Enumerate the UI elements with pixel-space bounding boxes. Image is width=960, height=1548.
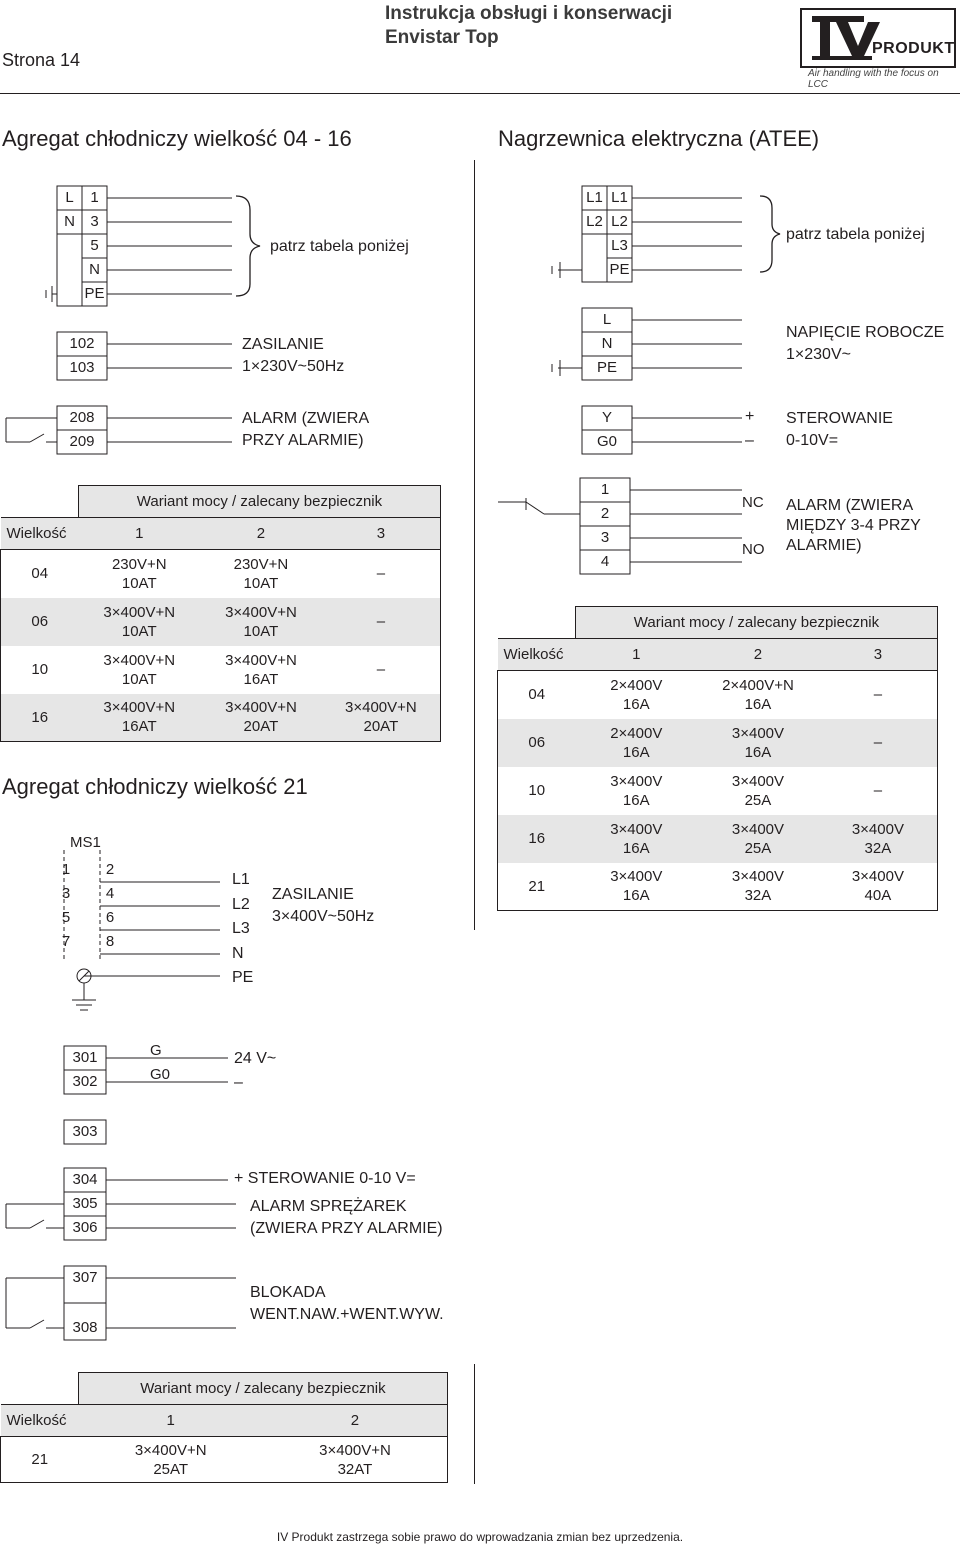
terminal-label: 2 <box>600 505 610 522</box>
zasilanie-400-line2: 3×400V~50Hz <box>272 908 375 925</box>
document-title <box>385 2 672 50</box>
cell-line: 3×400V+N <box>319 1441 391 1459</box>
terminal-label: L2 <box>611 213 628 230</box>
cell-line: 3×400V <box>731 772 785 790</box>
document-title-line1: Instrukcja obsługi i konserwacji <box>385 3 673 24</box>
table-row <box>1 694 441 742</box>
terminals-208-209 <box>57 406 107 454</box>
terminal-label: PE <box>596 359 617 376</box>
sterowanie-line1: STEROWANIE <box>786 410 893 427</box>
phase-label: L3 <box>232 920 250 937</box>
terminals-301-302 <box>64 1046 106 1094</box>
phase-label: PE <box>232 969 254 986</box>
section-title-agregat-21: Agregat chłodniczy wielkość 21 <box>2 774 308 799</box>
table-row <box>498 863 938 911</box>
terminal-label: L <box>602 311 612 328</box>
terminal-label: L <box>65 189 74 206</box>
cell-line: 16A <box>744 695 772 713</box>
cell-line: 3×400V <box>851 868 904 886</box>
section-title-nagrzewnica: Nagrzewnica elektryczna (ATEE) <box>498 126 820 151</box>
terminal-label: N <box>89 261 100 278</box>
cell-line: 20AT <box>363 718 399 736</box>
napiecie-line2: 1×230V~ <box>786 346 851 363</box>
table2-header: Wariant mocy / zalecany bezpiecznik <box>575 607 937 639</box>
cell-line: 3×400V <box>731 820 785 838</box>
cell-line: 40A <box>864 887 892 905</box>
table1-header: Wariant mocy / zalecany bezpiecznik <box>78 486 440 518</box>
zasilanie-line2: 1×230V~50Hz <box>242 358 345 375</box>
blokada-line2: WENT.NAW.+WENT.WYW. <box>250 1306 444 1323</box>
g0-label: G0 <box>150 1066 171 1083</box>
power-table-21 <box>0 1372 448 1483</box>
table-row <box>1 1437 448 1483</box>
footer-disclaimer: IV Produkt zastrzega sobie prawo do wprowadzania zmian bez uprzedzenia. <box>276 1530 684 1544</box>
table3-col-label: Wielkość <box>6 1412 67 1429</box>
cell-line: 3×400V <box>610 820 663 838</box>
cell-line: 3×400V <box>610 868 663 886</box>
table2-size: 04 <box>498 671 576 719</box>
cell-line: 32A <box>744 887 772 905</box>
terminal-label: N <box>64 213 75 230</box>
table1-col-label: Wielkość <box>6 525 67 542</box>
zasilanie-400-line1: ZASILANIE <box>272 886 354 903</box>
cell-line: 16A <box>622 887 650 905</box>
cell-line: 10AT <box>243 622 279 640</box>
table3-size: 21 <box>1 1437 79 1483</box>
table2-size: 10 <box>498 767 576 815</box>
no-label: NO <box>742 541 765 558</box>
terminal-label: 1 <box>61 861 71 878</box>
terminal-label: 103 <box>69 359 95 376</box>
power-table-04-16 <box>0 485 441 742</box>
terminal-col-left-a <box>57 186 82 234</box>
cell-line: 2×400V <box>610 676 663 694</box>
section-title-agregat-04-16: Agregat chłodniczy wielkość 04 - 16 <box>2 126 352 151</box>
cell-line: – <box>376 661 386 678</box>
page-number: Strona 14 <box>2 50 81 70</box>
terminals-102-103 <box>57 332 107 380</box>
relay-terminals <box>580 478 630 574</box>
terminal-label: 5 <box>90 237 99 254</box>
terminal-label: L2 <box>586 213 603 230</box>
terminal-label: L3 <box>611 237 628 254</box>
phase-label: L2 <box>232 895 250 913</box>
cell-line: 32AT <box>337 1460 373 1478</box>
iv-produkt-logo <box>800 8 956 68</box>
terminal-label: 3 <box>600 529 610 546</box>
terminal-label: 102 <box>69 335 95 352</box>
table1-col: 3 <box>322 518 441 550</box>
cell-line: 3×400V+N <box>103 651 176 669</box>
terminal-col-right-a <box>82 186 107 306</box>
zasilanie-400-label <box>272 884 374 928</box>
table3-header: Wariant mocy / zalecany bezpiecznik <box>78 1373 447 1405</box>
table1-size: 06 <box>1 598 79 646</box>
document-title-line2: Envistar Top <box>385 27 499 48</box>
terminal-label: 208 <box>69 409 95 426</box>
terminal-label: 5 <box>61 909 71 926</box>
atee-terminal-col-right <box>607 186 632 282</box>
table-row <box>1 646 441 694</box>
terminal-label: 306 <box>72 1219 98 1236</box>
cell-line: 3×400V+N <box>345 699 417 717</box>
v24-label: 24 V~ <box>234 1050 277 1067</box>
cell-line: – <box>873 782 883 799</box>
phase-labels <box>232 868 253 991</box>
cell-line: 25A <box>744 791 772 809</box>
terminal-label: PE <box>84 285 105 302</box>
table2-size: 16 <box>498 815 576 863</box>
terminal-label: L1 <box>611 189 628 206</box>
table2-size: 06 <box>498 719 576 767</box>
table2-col-label: Wielkość <box>503 646 564 663</box>
cell-line: 25A <box>744 839 772 857</box>
terminal-label: 3 <box>61 885 71 902</box>
terminal-label: 305 <box>72 1195 98 1212</box>
cell-line: – <box>376 565 386 583</box>
cell-line: 3×400V <box>731 724 785 742</box>
plus-sign: + <box>745 408 755 425</box>
relay-alarm-line2: MIĘDZY 3-4 PRZY <box>786 517 921 534</box>
terminal-label: 304 <box>72 1171 98 1188</box>
sterowanie-label <box>786 408 893 452</box>
terminal-label: 1 <box>90 189 99 206</box>
cell-line: 230V+N <box>111 555 167 573</box>
terminal-label: 209 <box>69 433 95 450</box>
blokada-label <box>250 1282 444 1326</box>
terminal-label: Y <box>601 409 612 426</box>
alarm-sprezarek-line1: ALARM SPRĘŻAREK <box>250 1198 407 1215</box>
napiecie-label <box>786 322 944 366</box>
alarm-sprezarek-label <box>250 1196 443 1240</box>
table2-col: 2 <box>753 646 763 663</box>
table3-col: 2 <box>263 1405 448 1437</box>
sterowanie-0-10-label: + STEROWANIE 0-10 V= <box>234 1170 416 1187</box>
terminal-label: 8 <box>105 933 115 950</box>
zasilanie-line1: ZASILANIE <box>242 336 324 353</box>
terminal-label: 4 <box>105 885 115 902</box>
terminal-303 <box>64 1120 106 1144</box>
terminal-label: 1 <box>600 481 610 498</box>
cell-line: 16A <box>622 695 650 713</box>
minus-sign: – <box>745 432 754 449</box>
napiecie-line1: NAPIĘCIE ROBOCZE <box>786 324 945 341</box>
relay-alarm-label <box>786 496 921 556</box>
atee-terminal-col-left <box>582 186 607 234</box>
cell-line: 230V+N <box>233 555 289 573</box>
alarm-label <box>242 408 369 452</box>
terminal-label: PE <box>609 261 630 278</box>
terminal-label: 307 <box>72 1269 98 1286</box>
terminal-label: 302 <box>72 1073 98 1090</box>
alarm-sprezarek-line2: (ZWIERA PRZY ALARMIE) <box>250 1220 443 1237</box>
cell-line: – <box>376 613 386 630</box>
table-row <box>498 719 938 767</box>
ms1-right-terminals <box>100 858 120 954</box>
phase-label: L1 <box>232 871 250 888</box>
terminal-label: 4 <box>600 553 610 570</box>
alarm-line2: PRZY ALARMIE) <box>242 432 364 449</box>
terminal-label: 2 <box>105 861 115 878</box>
cell-line: 16A <box>622 743 650 761</box>
table1-size: 16 <box>1 694 79 742</box>
ms1-label: MS1 <box>70 834 101 851</box>
atee-terminals-lnpe <box>582 308 632 380</box>
terminal-308 <box>64 1316 106 1340</box>
table1-col: 2 <box>256 525 266 542</box>
cell-line: 3×400V <box>851 820 904 838</box>
terminal-label: 3 <box>90 213 99 230</box>
cell-line: 25AT <box>153 1460 189 1478</box>
table2-size: 21 <box>498 863 576 911</box>
cell-line: 3×400V+N <box>103 603 176 621</box>
patrz-tabela-left: patrz tabela poniżej <box>270 238 409 255</box>
g-label: G <box>150 1042 162 1059</box>
terminal-label: 301 <box>72 1049 98 1066</box>
terminal-307 <box>64 1266 106 1290</box>
terminal-label: N <box>601 335 613 352</box>
cell-line: 10AT <box>121 622 157 640</box>
cell-line: 3×400V+N <box>225 699 297 717</box>
cell-line: 16A <box>744 743 772 761</box>
cell-line: 2×400V+N <box>722 676 794 694</box>
table1-col: 1 <box>135 525 144 542</box>
cell-line: 3×400V+N <box>225 651 297 669</box>
alarm-line1: ALARM (ZWIERA <box>242 410 370 427</box>
table-row <box>1 550 441 598</box>
cell-line: 10AT <box>121 574 157 592</box>
terminal-label: 303 <box>72 1123 98 1140</box>
cell-line: 3×400V+N <box>103 699 176 717</box>
terminal-label: 308 <box>72 1319 98 1336</box>
cell-line: 3×400V <box>731 868 785 886</box>
patrz-tabela-right: patrz tabela poniżej <box>786 226 925 243</box>
phase-label: N <box>232 944 244 962</box>
sterowanie-line2: 0-10V= <box>786 432 839 449</box>
header-divider <box>0 93 960 94</box>
cell-line: 3×400V <box>610 772 663 790</box>
cell-line: 3×400V+N <box>134 1441 207 1459</box>
atee-terminals-y-g0 <box>582 406 632 454</box>
cell-line: 16AT <box>243 670 279 688</box>
cell-line: – <box>873 686 883 704</box>
cell-line: 10AT <box>243 574 279 592</box>
bottom-divider <box>474 1364 475 1484</box>
table1-size: 04 <box>1 550 79 598</box>
power-table-atee <box>497 606 938 911</box>
table-row <box>498 767 938 815</box>
blokada-line1: BLOKADA <box>250 1284 326 1301</box>
table2-col: 3 <box>819 639 938 671</box>
cell-line: 16AT <box>121 718 157 736</box>
table-row <box>1 598 441 646</box>
logo-tagline: Air handling with the focus on LCC <box>808 68 939 90</box>
table-row <box>498 671 938 719</box>
table3-col: 1 <box>166 1412 175 1429</box>
cell-line: 16A <box>622 791 650 809</box>
terminal-label: 7 <box>61 933 71 950</box>
table-row <box>498 815 938 863</box>
terminal-label: 6 <box>105 909 115 926</box>
cell-line: – <box>873 734 883 751</box>
zasilanie-label <box>242 334 344 378</box>
relay-alarm-line1: ALARM (ZWIERA <box>786 497 914 514</box>
table1-size: 10 <box>1 646 79 694</box>
relay-alarm-line3: ALARMIE) <box>786 537 862 554</box>
cell-line: 10AT <box>121 670 157 688</box>
ms1-left-terminals <box>56 858 76 954</box>
column-divider <box>474 160 475 930</box>
logo-brand: PRODUKT <box>872 40 955 57</box>
table2-col: 1 <box>632 646 641 663</box>
cell-line: 20AT <box>243 718 279 736</box>
cell-line: 32A <box>864 839 892 857</box>
terminals-304-306 <box>64 1168 106 1240</box>
minus-24v-label: – <box>234 1074 243 1091</box>
cell-line: 16A <box>622 839 650 857</box>
nc-label: NC <box>742 494 764 511</box>
cell-line: 3×400V+N <box>225 603 297 621</box>
terminal-label: G0 <box>596 433 617 450</box>
terminal-label: L1 <box>586 189 603 206</box>
cell-line: 2×400V <box>610 724 663 742</box>
